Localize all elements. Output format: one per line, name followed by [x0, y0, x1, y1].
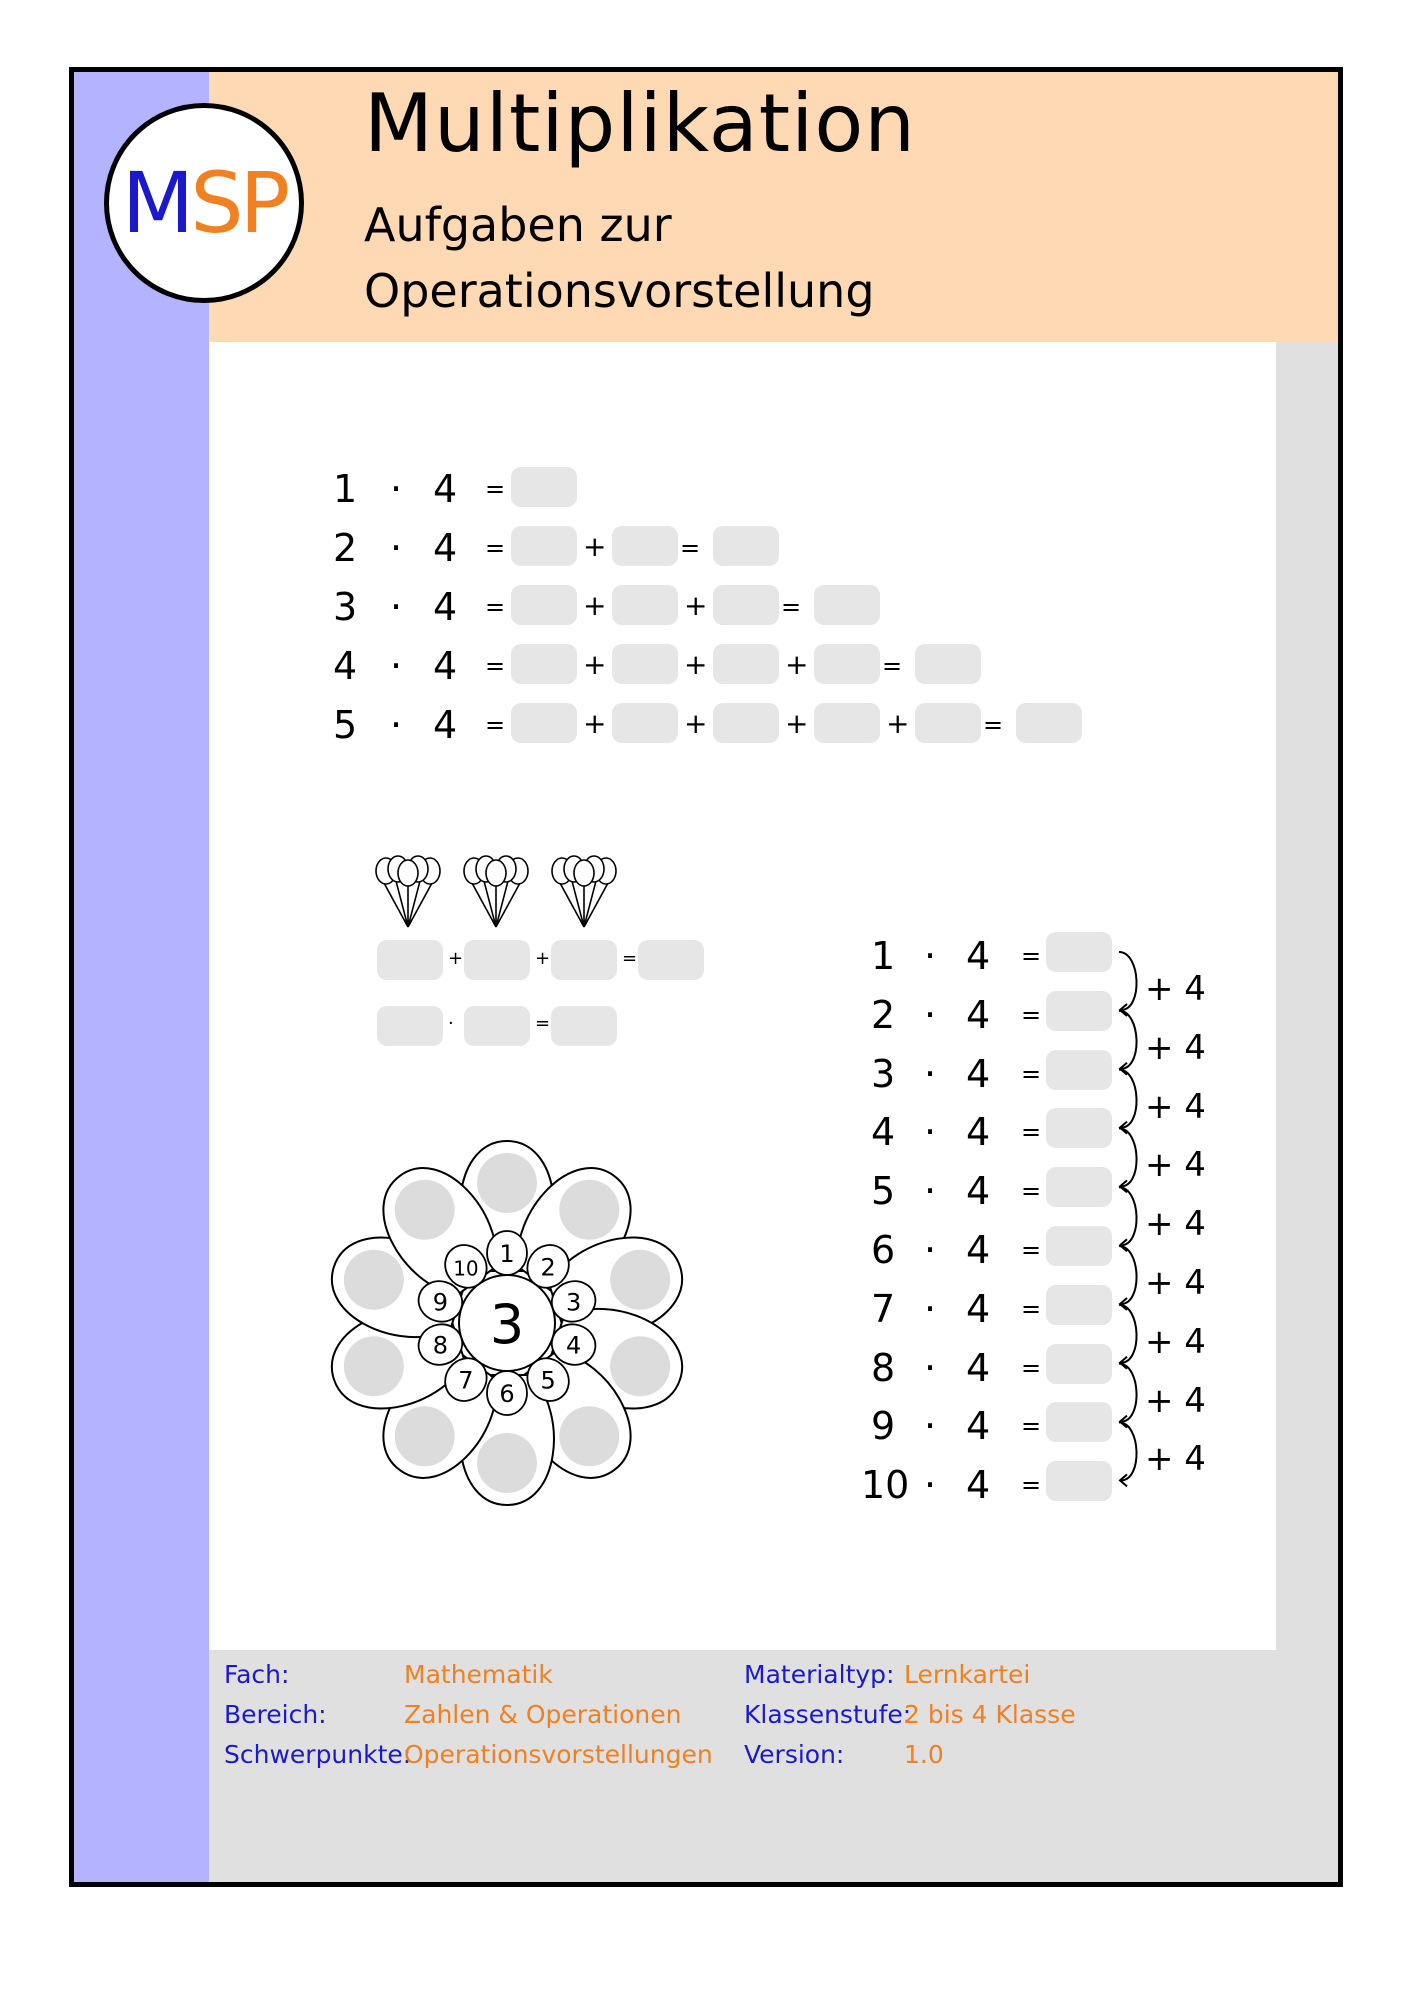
step-arrow: [1119, 1011, 1137, 1069]
task3-answer-box[interactable]: [1046, 1402, 1112, 1442]
task1-result-box[interactable]: [1016, 703, 1082, 743]
page-subtitle: [364, 192, 875, 324]
task1-answer-box[interactable]: [915, 703, 981, 743]
task2-plus: +: [535, 948, 551, 969]
task3-step-label: + 4: [1145, 1263, 1206, 1303]
task3-equals: =: [1021, 1412, 1042, 1441]
task3-step-label: + 4: [1145, 1321, 1206, 1362]
task1-plus: +: [684, 648, 708, 681]
task3-multiplier: 1: [871, 934, 896, 978]
step-arrow: [1119, 1128, 1137, 1186]
task1-equals: =: [781, 593, 802, 621]
task3-factor: 4: [966, 1286, 991, 1331]
version-label: Version:: [744, 1740, 845, 1769]
task3-multiplier: 5: [871, 1169, 896, 1214]
task1-answer-box[interactable]: [612, 526, 678, 566]
task3-answer-box[interactable]: [1046, 1461, 1112, 1501]
task1-equals: =: [882, 652, 903, 680]
task3-factor: 4: [966, 1110, 991, 1155]
task3-answer-box[interactable]: [1046, 1108, 1112, 1148]
task3-equals: =: [1021, 1471, 1042, 1500]
flower-petal-number: 9: [432, 1288, 449, 1317]
task1-answer-box[interactable]: [511, 644, 577, 684]
task3-step-label: + 4: [1145, 1145, 1206, 1186]
flower-petal-number: 8: [432, 1331, 449, 1360]
flower-petal-number: 5: [540, 1366, 556, 1395]
flower-petal-number: 7: [458, 1366, 474, 1395]
task1-answer-box[interactable]: [511, 526, 577, 566]
task1-equals: =: [485, 652, 506, 680]
task1-factor: 4: [433, 585, 458, 629]
task3-factor: 4: [966, 934, 991, 978]
task3-dot: ·: [924, 934, 937, 978]
task1-plus: +: [583, 648, 607, 681]
task3-dot: ·: [924, 1110, 937, 1155]
task1-answer-box[interactable]: [612, 644, 678, 684]
task1-multiplier: 1: [333, 467, 358, 511]
task1-multiplier: 5: [333, 703, 358, 747]
task3-dot: ·: [924, 1463, 937, 1508]
materialtyp-label: Materialtyp:: [744, 1660, 895, 1689]
task2-equals: =: [622, 948, 638, 969]
task1-plus: +: [785, 648, 809, 681]
task2-sum-box[interactable]: [551, 940, 617, 980]
klassenstufe-value: 2 bis 4 Klasse: [904, 1700, 1076, 1729]
task1-equals: =: [485, 475, 506, 503]
schwerpunkte-label: Schwerpunkte:: [224, 1740, 412, 1769]
task1-answer-box[interactable]: [713, 644, 779, 684]
flower-petal-number: 4: [565, 1331, 582, 1360]
task1-result-box[interactable]: [713, 526, 779, 566]
task3-equals: =: [1021, 942, 1042, 970]
logo-m: M: [121, 154, 191, 252]
klassenstufe-label: Klassenstufe:: [744, 1700, 912, 1729]
task1-plus: +: [684, 589, 708, 622]
task1-plus: +: [583, 530, 607, 563]
task2-product-box[interactable]: [551, 1006, 617, 1046]
task1-multiplier: 4: [333, 644, 358, 688]
task3-multiplier: 2: [871, 992, 896, 1037]
task1-equals: =: [485, 593, 506, 621]
task3-answer-box[interactable]: [1046, 1344, 1112, 1384]
task2-product-box[interactable]: [464, 1006, 530, 1046]
task1-plus: +: [583, 589, 607, 622]
msp-logo: [104, 103, 304, 303]
task3-factor: 4: [966, 992, 991, 1037]
task3-dot: ·: [924, 1051, 937, 1096]
task1-dot: ·: [390, 467, 403, 511]
balloon-group-icon: [374, 855, 634, 935]
step-arrow: [1119, 1246, 1137, 1304]
task1-answer-box[interactable]: [511, 703, 577, 743]
task3-dot: ·: [924, 992, 937, 1037]
task1-answer-box[interactable]: [814, 703, 880, 743]
task1-plus: +: [684, 707, 708, 740]
task1-dot: ·: [390, 644, 403, 688]
side-stripe: [74, 72, 209, 1882]
task1-answer-box[interactable]: [612, 703, 678, 743]
flower-petal-number: 6: [499, 1380, 515, 1408]
task1-dot: ·: [390, 526, 403, 570]
task1-answer-box[interactable]: [713, 585, 779, 625]
task1-equals: =: [983, 711, 1004, 739]
task3-step-label: + 4: [1145, 1086, 1206, 1127]
task1-result-box[interactable]: [915, 644, 981, 684]
bereich-value: Zahlen & Operationen: [404, 1700, 682, 1729]
task3-equals: =: [1021, 1000, 1042, 1029]
task2-sum-box[interactable]: [377, 940, 443, 980]
task3-answer-box[interactable]: [1046, 1167, 1112, 1207]
logo-sp: SP: [190, 154, 287, 252]
task1-plus: +: [785, 707, 809, 740]
task3-equals: =: [1021, 1294, 1042, 1323]
task1-dot: ·: [390, 585, 403, 629]
task1-plus: +: [886, 707, 910, 740]
flower-answer-circle[interactable]: [477, 1433, 537, 1493]
task3-step-label: + 4: [1145, 1027, 1206, 1068]
task1-answer-box[interactable]: [713, 703, 779, 743]
task2-sum-box[interactable]: [638, 940, 704, 980]
task3-dot: ·: [924, 1286, 937, 1331]
task3-step-label: + 4: [1145, 1439, 1206, 1480]
task3-answer-box[interactable]: [1046, 1226, 1112, 1266]
page-title: Multiplikation: [364, 77, 916, 170]
task3-equals: =: [1021, 1236, 1042, 1264]
task2-dot: ·: [448, 1013, 454, 1034]
flower-petal-number: 3: [565, 1288, 582, 1317]
task3-step-label: + 4: [1145, 969, 1206, 1009]
task3-multiplier: 6: [871, 1228, 896, 1272]
flower-center-number: 3: [489, 1293, 525, 1356]
task3-answer-box[interactable]: [1046, 991, 1112, 1031]
task3-equals: =: [1021, 1059, 1042, 1088]
task1-factor: 4: [433, 467, 458, 511]
bereich-label: Bereich:: [224, 1700, 327, 1729]
schwerpunkte-value: Operationsvorstellungen: [404, 1740, 713, 1769]
task3-equals: =: [1021, 1353, 1042, 1382]
task3-answer-box[interactable]: [1046, 1285, 1112, 1325]
task3-factor: 4: [966, 1404, 991, 1449]
worksheet-frame: [69, 67, 1343, 1887]
task1-answer-box[interactable]: [511, 585, 577, 625]
task3-step-label: + 4: [1145, 1380, 1206, 1421]
task1-equals: =: [485, 711, 506, 739]
task3-answer-box[interactable]: [1046, 932, 1112, 972]
task1-answer-box[interactable]: [511, 467, 577, 507]
fach-label: Fach:: [224, 1660, 290, 1689]
task3-multiplier: 8: [871, 1345, 896, 1390]
task1-factor: 4: [433, 703, 458, 747]
task3-answer-box[interactable]: [1046, 1050, 1112, 1090]
task1-multiplier: 3: [333, 585, 358, 629]
task3-multiplier: 10: [861, 1463, 910, 1508]
task3-factor: 4: [966, 1051, 991, 1096]
task2-plus: +: [448, 948, 464, 969]
task1-answer-box[interactable]: [814, 644, 880, 684]
step-arrow: [1119, 952, 1137, 1010]
subtitle-line-2: Operationsvorstellung: [364, 264, 875, 318]
multiplication-flower: [327, 1138, 687, 1508]
task1-factor: 4: [433, 644, 458, 688]
subtitle-line-1: Aufgaben zur: [364, 198, 672, 252]
step-arrow: [1119, 1187, 1137, 1245]
flower-answer-circle[interactable]: [477, 1153, 537, 1213]
task2-sum-box[interactable]: [464, 940, 530, 980]
task1-dot: ·: [390, 703, 403, 747]
task2-equals: =: [535, 1013, 551, 1034]
flower-petal-number: 1: [499, 1240, 515, 1268]
task1-answer-box[interactable]: [612, 585, 678, 625]
task3-step-label: + 4: [1145, 1204, 1206, 1245]
task3-factor: 4: [966, 1169, 991, 1214]
task3-multiplier: 3: [871, 1051, 896, 1096]
task3-dot: ·: [924, 1228, 937, 1272]
task3-dot: ·: [924, 1169, 937, 1214]
task1-equals: =: [680, 534, 701, 562]
step-arrow: [1119, 1070, 1137, 1128]
step-arrow: [1119, 1364, 1137, 1422]
version-value: 1.0: [904, 1740, 944, 1769]
task3-equals: =: [1021, 1177, 1042, 1206]
task3-multiplier: 4: [871, 1110, 896, 1155]
flower-petal-number: 2: [540, 1253, 556, 1282]
materialtyp-value: Lernkartei: [904, 1660, 1031, 1689]
task1-multiplier: 2: [333, 526, 358, 570]
task3-factor: 4: [966, 1228, 991, 1272]
task1-equals: =: [485, 534, 506, 562]
task3-factor: 4: [966, 1345, 991, 1390]
task1-factor: 4: [433, 526, 458, 570]
task3-factor: 4: [966, 1463, 991, 1508]
task3-equals: =: [1021, 1118, 1042, 1147]
flower-petal-number: 10: [453, 1256, 479, 1281]
task3-multiplier: 7: [871, 1286, 896, 1331]
task2-product-box[interactable]: [377, 1006, 443, 1046]
task3-multiplier: 9: [871, 1404, 896, 1449]
step-arrow: [1119, 1422, 1137, 1480]
step-arrow: [1119, 1305, 1137, 1363]
task3-dot: ·: [924, 1404, 937, 1449]
fach-value: Mathematik: [404, 1660, 553, 1689]
task1-result-box[interactable]: [814, 585, 880, 625]
task3-dot: ·: [924, 1345, 937, 1390]
task1-plus: +: [583, 707, 607, 740]
